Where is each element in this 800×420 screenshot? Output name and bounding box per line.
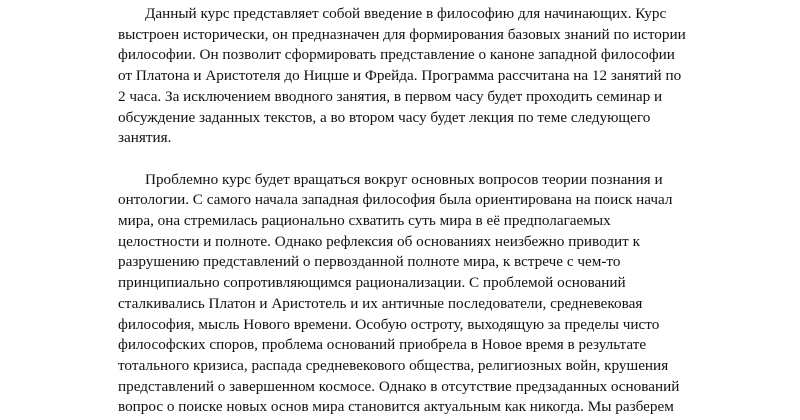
text-line: принципиально сопротивляющимся рационализации. С проблемой оснований: [118, 274, 626, 292]
paragraph-course-problems: [118, 170, 718, 418]
text-line: философии. Он позволит сформировать представление о каноне западной философии: [118, 46, 675, 64]
text-line: философия, мысль Нового времени. Особую остроту, выходящую за пределы чисто: [118, 315, 660, 333]
text-line: обсуждение заданных текстов, а во втором часу будет лекция по теме следующего: [118, 108, 651, 126]
text-line: мира, она стремилась рационально схватить суть мира в её предполагаемых: [118, 212, 611, 230]
paragraph-course-intro: [118, 4, 718, 149]
text-line: вопрос о поиске новых основ мира становится актуальным как никогда. Мы разберем: [118, 398, 674, 416]
text-line: онтологии. С самого начала западная философия была ориентирована на поиск начал: [118, 191, 673, 209]
text-line: от Платона и Аристотеля до Ницше и Фрейда. Программа рассчитана на 12 занятий по: [118, 67, 682, 85]
text-line: занятия.: [118, 129, 172, 147]
text-line: тотального кризиса, распада средневекового общества, религиозных войн, крушения: [118, 356, 669, 374]
text-line: Данный курс представляет собой введение в философию для начинающих. Курс: [145, 5, 667, 22]
text-line: представлений о завершенном космосе. Однако в отсутствие предзаданных оснований: [118, 377, 680, 395]
text-line: Проблемно курс будет вращаться вокруг основных вопросов теории познания и: [145, 170, 663, 188]
text-line: 2 часа. За исключением вводного занятия, в первом часу будет проходить семинар и: [118, 87, 663, 105]
text-line: разрушению представлений о первозданной полноте мира, к встрече с чем-то: [118, 253, 621, 271]
text-line: выстроен исторически, он предназначен для формирования базовых знаний по истории: [118, 25, 686, 43]
document-body: [118, 4, 718, 420]
text-line: целостности и полноте. Однако рефлексия об основаниях неизбежно приводит к: [118, 232, 640, 250]
text-line: философских споров, проблема оснований приобрела в Новое время в результате: [118, 336, 647, 354]
text-line: сталкивались Платон и Аристотель и их античные последователи, средневековая: [118, 294, 643, 312]
